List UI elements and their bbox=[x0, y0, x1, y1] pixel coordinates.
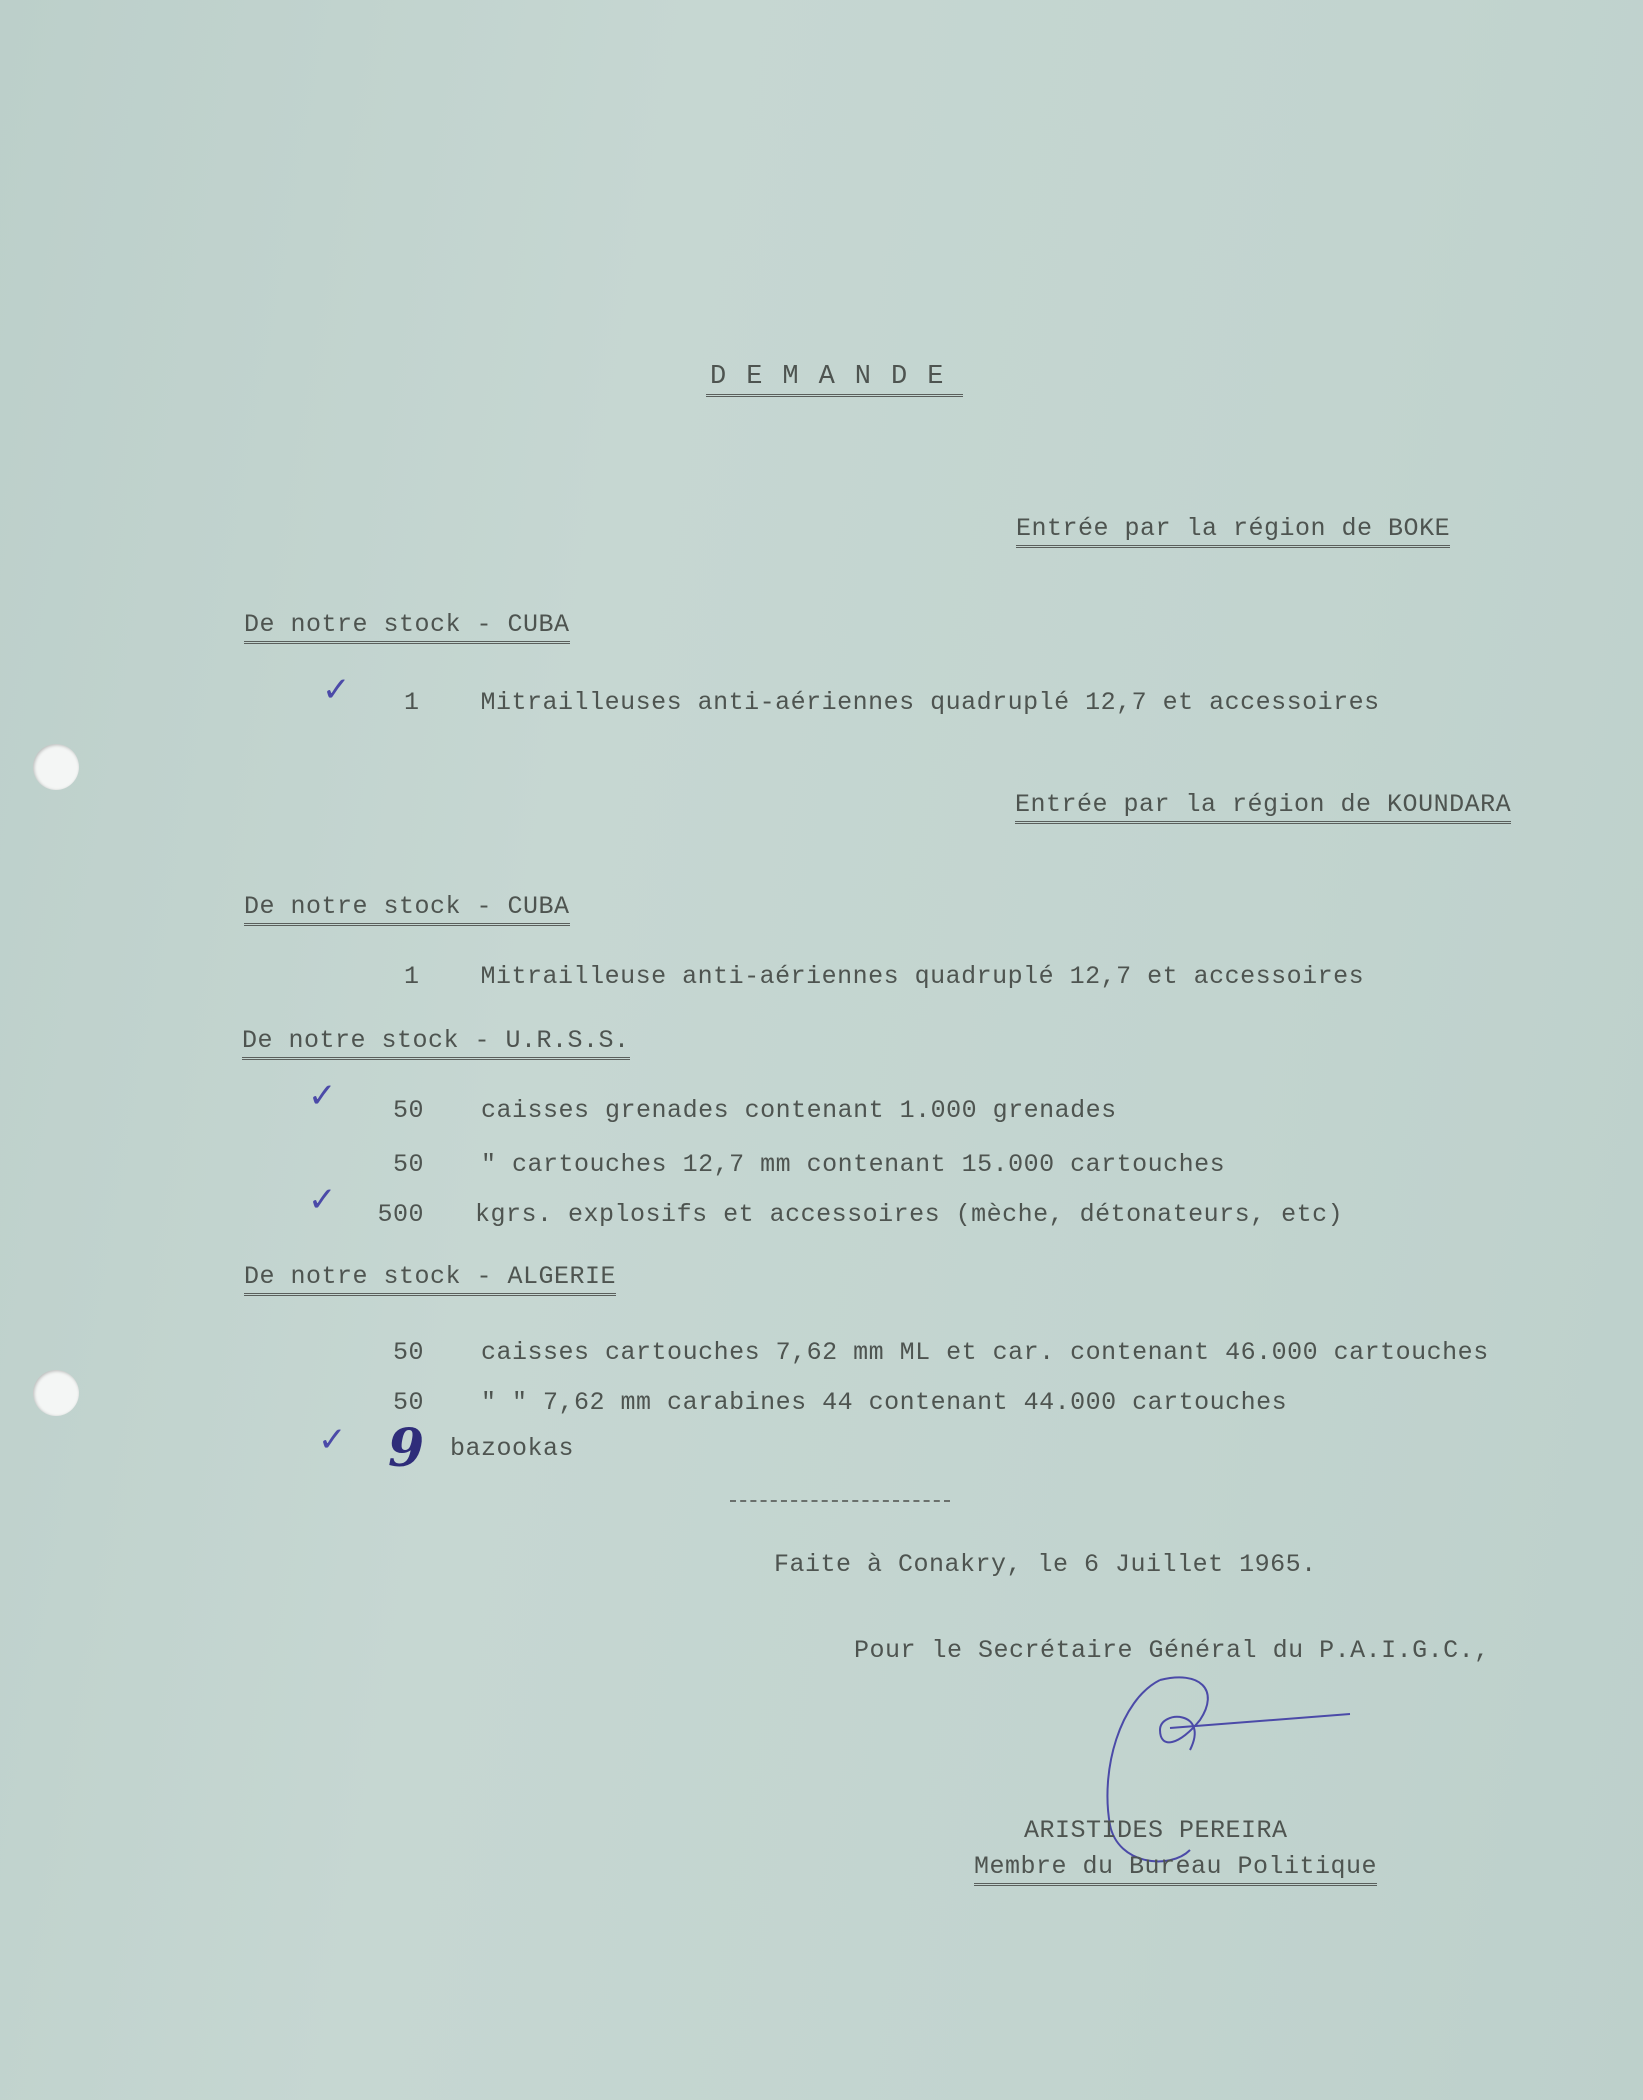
item-quantity: 500 bbox=[377, 1200, 424, 1229]
place-date: Faite à Conakry, le 6 Juillet 1965. bbox=[774, 1550, 1317, 1579]
item-description: " " 7,62 mm carabines 44 contenant 44.000 cartouches bbox=[481, 1388, 1288, 1417]
item-quantity: 1 bbox=[404, 688, 420, 717]
separator-line bbox=[730, 1500, 950, 1502]
item-quantity: 1 bbox=[404, 962, 420, 991]
stock-heading-cuba-2: De notre stock - CUBA bbox=[244, 892, 570, 926]
list-item bbox=[364, 1388, 1287, 1417]
list-item bbox=[450, 1434, 574, 1463]
item-description: caisses cartouches 7,62 mm ML et car. contenant 46.000 cartouches bbox=[481, 1338, 1489, 1367]
checkmark-icon: ✓ bbox=[308, 1076, 337, 1116]
punch-hole-bottom bbox=[33, 1370, 79, 1416]
entry-region-boke: Entrée par la région de BOKE bbox=[1016, 514, 1450, 548]
list-item bbox=[348, 1200, 1343, 1229]
list-item bbox=[364, 1338, 1489, 1367]
item-quantity: 50 bbox=[392, 1096, 424, 1125]
list-item bbox=[404, 962, 1364, 991]
list-item bbox=[404, 688, 1380, 717]
handwritten-quantity: 9 bbox=[388, 1418, 425, 1479]
item-description: bazookas bbox=[450, 1434, 575, 1463]
item-description: " cartouches 12,7 mm contenant 15.000 cartouches bbox=[481, 1150, 1226, 1179]
punch-hole-top bbox=[33, 744, 79, 790]
document-title: DEMANDE bbox=[706, 362, 963, 397]
entry-region-koundara: Entrée par la région de KOUNDARA bbox=[1015, 790, 1511, 824]
checkmark-icon: ✓ bbox=[322, 670, 351, 710]
stock-heading-cuba-1: De notre stock - CUBA bbox=[244, 610, 570, 644]
item-description: Mitrailleuses anti-aériennes quadruplé 12,7 et accessoires bbox=[480, 688, 1380, 717]
list-item bbox=[364, 1150, 1225, 1179]
item-description: caisses grenades contenant 1.000 grenades bbox=[481, 1096, 1117, 1125]
checkmark-icon: ✓ bbox=[318, 1420, 347, 1460]
item-quantity: 50 bbox=[392, 1150, 424, 1179]
on-behalf-line: Pour le Secrétaire Général du P.A.I.G.C., bbox=[854, 1636, 1490, 1665]
item-description: Mitrailleuse anti-aériennes quadruplé 12,7 et accessoires bbox=[480, 962, 1365, 991]
signatory-name: ARISTIDES PEREIRA bbox=[1024, 1816, 1288, 1845]
item-description: kgrs. explosifs et accessoires (mèche, détonateurs, etc) bbox=[475, 1200, 1344, 1229]
item-quantity: 50 bbox=[392, 1388, 424, 1417]
stock-heading-algerie: De notre stock - ALGERIE bbox=[244, 1262, 616, 1296]
item-quantity: 50 bbox=[392, 1338, 424, 1367]
list-item bbox=[364, 1096, 1117, 1125]
checkmark-icon: ✓ bbox=[308, 1180, 337, 1220]
signatory-title: Membre du Bureau Politique bbox=[974, 1852, 1377, 1886]
stock-heading-urss: De notre stock - U.R.S.S. bbox=[242, 1026, 630, 1060]
signature-icon bbox=[1090, 1650, 1360, 1880]
